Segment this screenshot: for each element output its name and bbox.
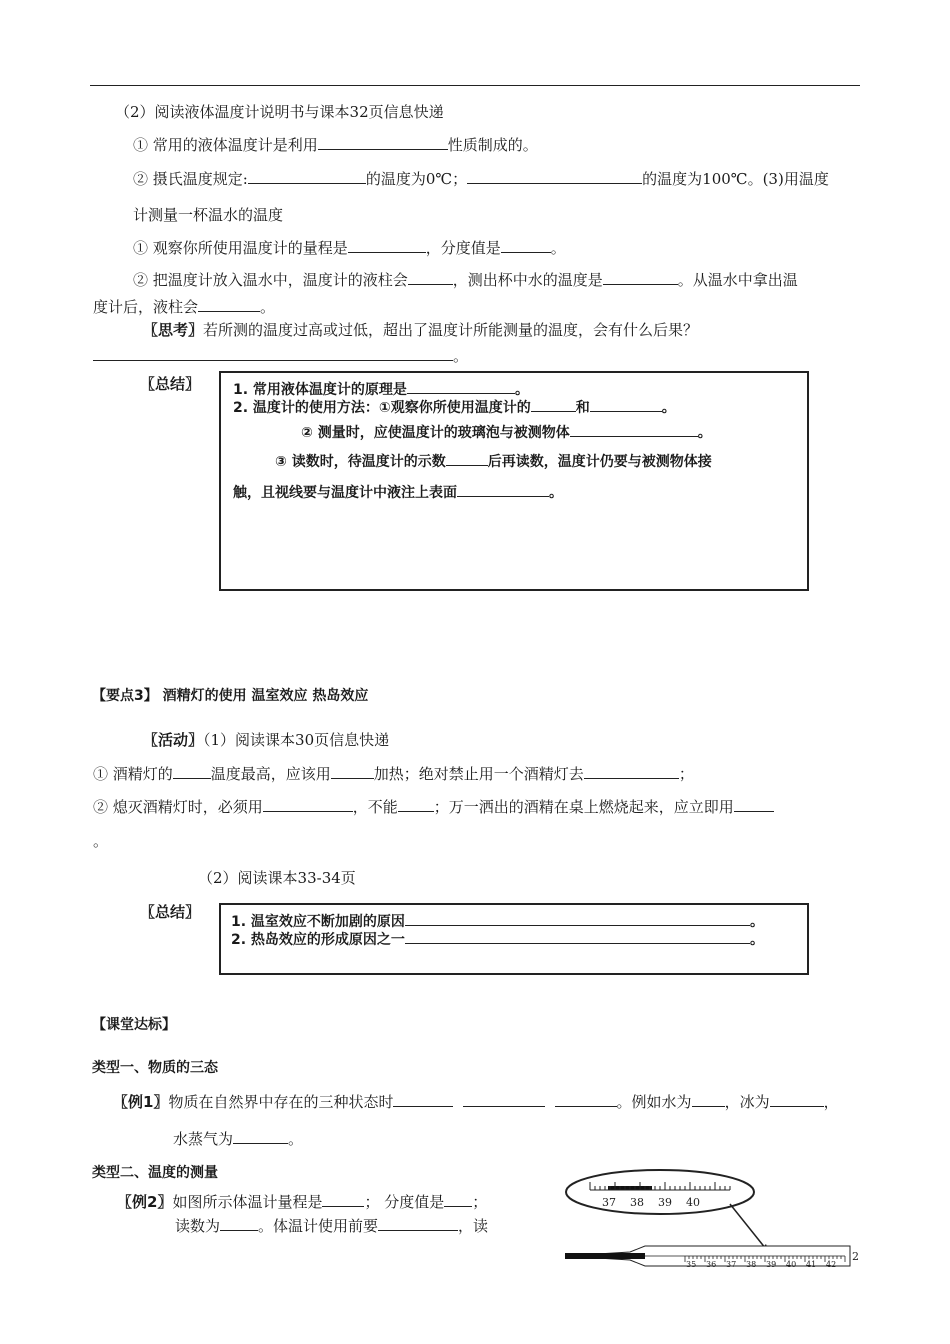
scale-label: 35 [686,1260,697,1269]
blank[interactable] [248,168,366,184]
blank[interactable] [93,345,453,361]
activity-q2: ② 熄灭酒精灯时，必须用 ，不能 ；万一洒出的酒精在桌上燃烧起来，应立即用 [93,796,774,817]
blank[interactable] [405,910,750,926]
example-2-cont: 读数为 。体温计使用前要 ，读 [175,1217,489,1235]
question-2: ② 摄氏温度规定: 的温度为0℃； 的温度为100℃。(3)用温度 [133,170,829,188]
blank[interactable] [263,796,353,812]
think-question: 〖思考〗若所测的温度过高或过低，超出了温度计所能测量的温度，会有什么后果？ [143,321,699,339]
example-2: 〖例2〗如图所示体温计量程是 ； 分度值是 ； [117,1193,488,1211]
blank[interactable] [393,1091,453,1107]
summary-2-line-2: 2. 热岛效应的形成原因之一 。 [231,928,764,949]
summary-1-line-1: 1. 常用液体温度计的原理是 。 [233,378,529,399]
blank[interactable] [173,763,211,779]
page-number: 2 [852,1250,859,1263]
question-4-cont: 度计后，液柱会 。 [93,298,276,316]
scale-label: 38 [746,1260,757,1269]
class-title: 【课堂达标】 [92,1017,176,1033]
question-2-cont: 计测量一杯温水的温度 [133,206,284,224]
blank[interactable] [590,396,662,412]
blank[interactable] [378,1215,458,1231]
blank[interactable] [501,237,551,253]
blank[interactable] [446,450,488,466]
blank[interactable] [555,1091,617,1107]
thermometer-figure [560,1166,860,1286]
example-1: 〖例1〗物质在自然界中存在的三种状态时 。例如水为 ，冰为 ， [113,1093,839,1111]
summary-2-line-1: 1. 温室效应不断加剧的原因 。 [231,910,764,931]
blank[interactable] [318,134,448,150]
scale-label: 40 [786,1260,797,1269]
activity-line: 〖活动〗（1）阅读课本30页信息快递 [143,731,390,749]
blank[interactable] [331,763,374,779]
scale-label: 38 [630,1196,644,1209]
blank[interactable] [408,269,453,285]
scale-label: 37 [602,1196,616,1209]
blank[interactable] [463,1091,545,1107]
example-1-cont: 水蒸气为 。 [173,1130,304,1148]
blank[interactable] [570,421,698,437]
blank[interactable] [770,1091,824,1107]
summary-1-label: 〖总结〗 [140,375,201,393]
header-rule [90,85,860,86]
scale-label: 36 [706,1260,717,1269]
blank[interactable] [467,168,642,184]
blank[interactable] [233,1128,288,1144]
blank[interactable] [405,928,750,944]
point-3-title: 【要点3】 酒精灯的使用 温室效应 热岛效应 [92,688,369,704]
summary-1-line-2: 2. 温度计的使用方法：①观察你所使用温度计的 和 。 [233,396,676,417]
summary-1-line-4: ③ 读数时，待温度计的示数 后再读数，温度计仍要与被测物体接 [275,450,712,471]
blank[interactable] [531,396,576,412]
question-3: ① 观察你所使用温度计的量程是 ，分度值是 。 [133,239,566,257]
blank[interactable] [603,269,678,285]
scale-label: 40 [686,1196,700,1209]
activity-q2-end: 。 [93,832,109,850]
scale-label: 41 [806,1260,817,1269]
scale-label: 39 [658,1196,672,1209]
blank[interactable] [692,1091,725,1107]
blank[interactable] [407,378,515,394]
summary-2-label: 〖总结〗 [140,903,201,921]
scale-label: 37 [726,1260,737,1269]
question-4: ② 把温度计放入温水中，温度计的液柱会 ，测出杯中水的温度是 。从温水中拿出温 [133,271,798,289]
blank[interactable] [348,237,426,253]
summary-1-line-3: ② 测量时，应使温度计的玻璃泡与被测物体 。 [301,421,712,442]
question-1: ① 常用的液体温度计是利用 性质制成的。 [133,136,538,154]
scale-label: 42 [826,1260,837,1269]
activity-q1: ① 酒精灯的 温度最高，应该用 加热；绝对禁止用一个酒精灯去 ； [93,765,694,783]
section-2-title: （2）阅读液体温度计说明书与课本32页信息快递 [115,103,444,121]
blank[interactable] [444,1191,472,1207]
blank[interactable] [734,796,774,812]
read-pages: （2）阅读课本33-34页 [198,869,356,887]
blank[interactable] [398,796,434,812]
scale-label: 39 [766,1260,777,1269]
summary-1-line-5: 触，且视线要与温度计中液注上表面 。 [233,481,563,502]
blank[interactable] [322,1191,364,1207]
type-2: 类型二、温度的测量 [92,1165,218,1181]
type-1: 类型一、物质的三态 [92,1060,218,1076]
blank[interactable] [457,481,549,497]
think-answer-line: 。 [93,345,468,366]
blank[interactable] [584,763,679,779]
blank[interactable] [220,1215,258,1231]
blank[interactable] [198,296,260,312]
